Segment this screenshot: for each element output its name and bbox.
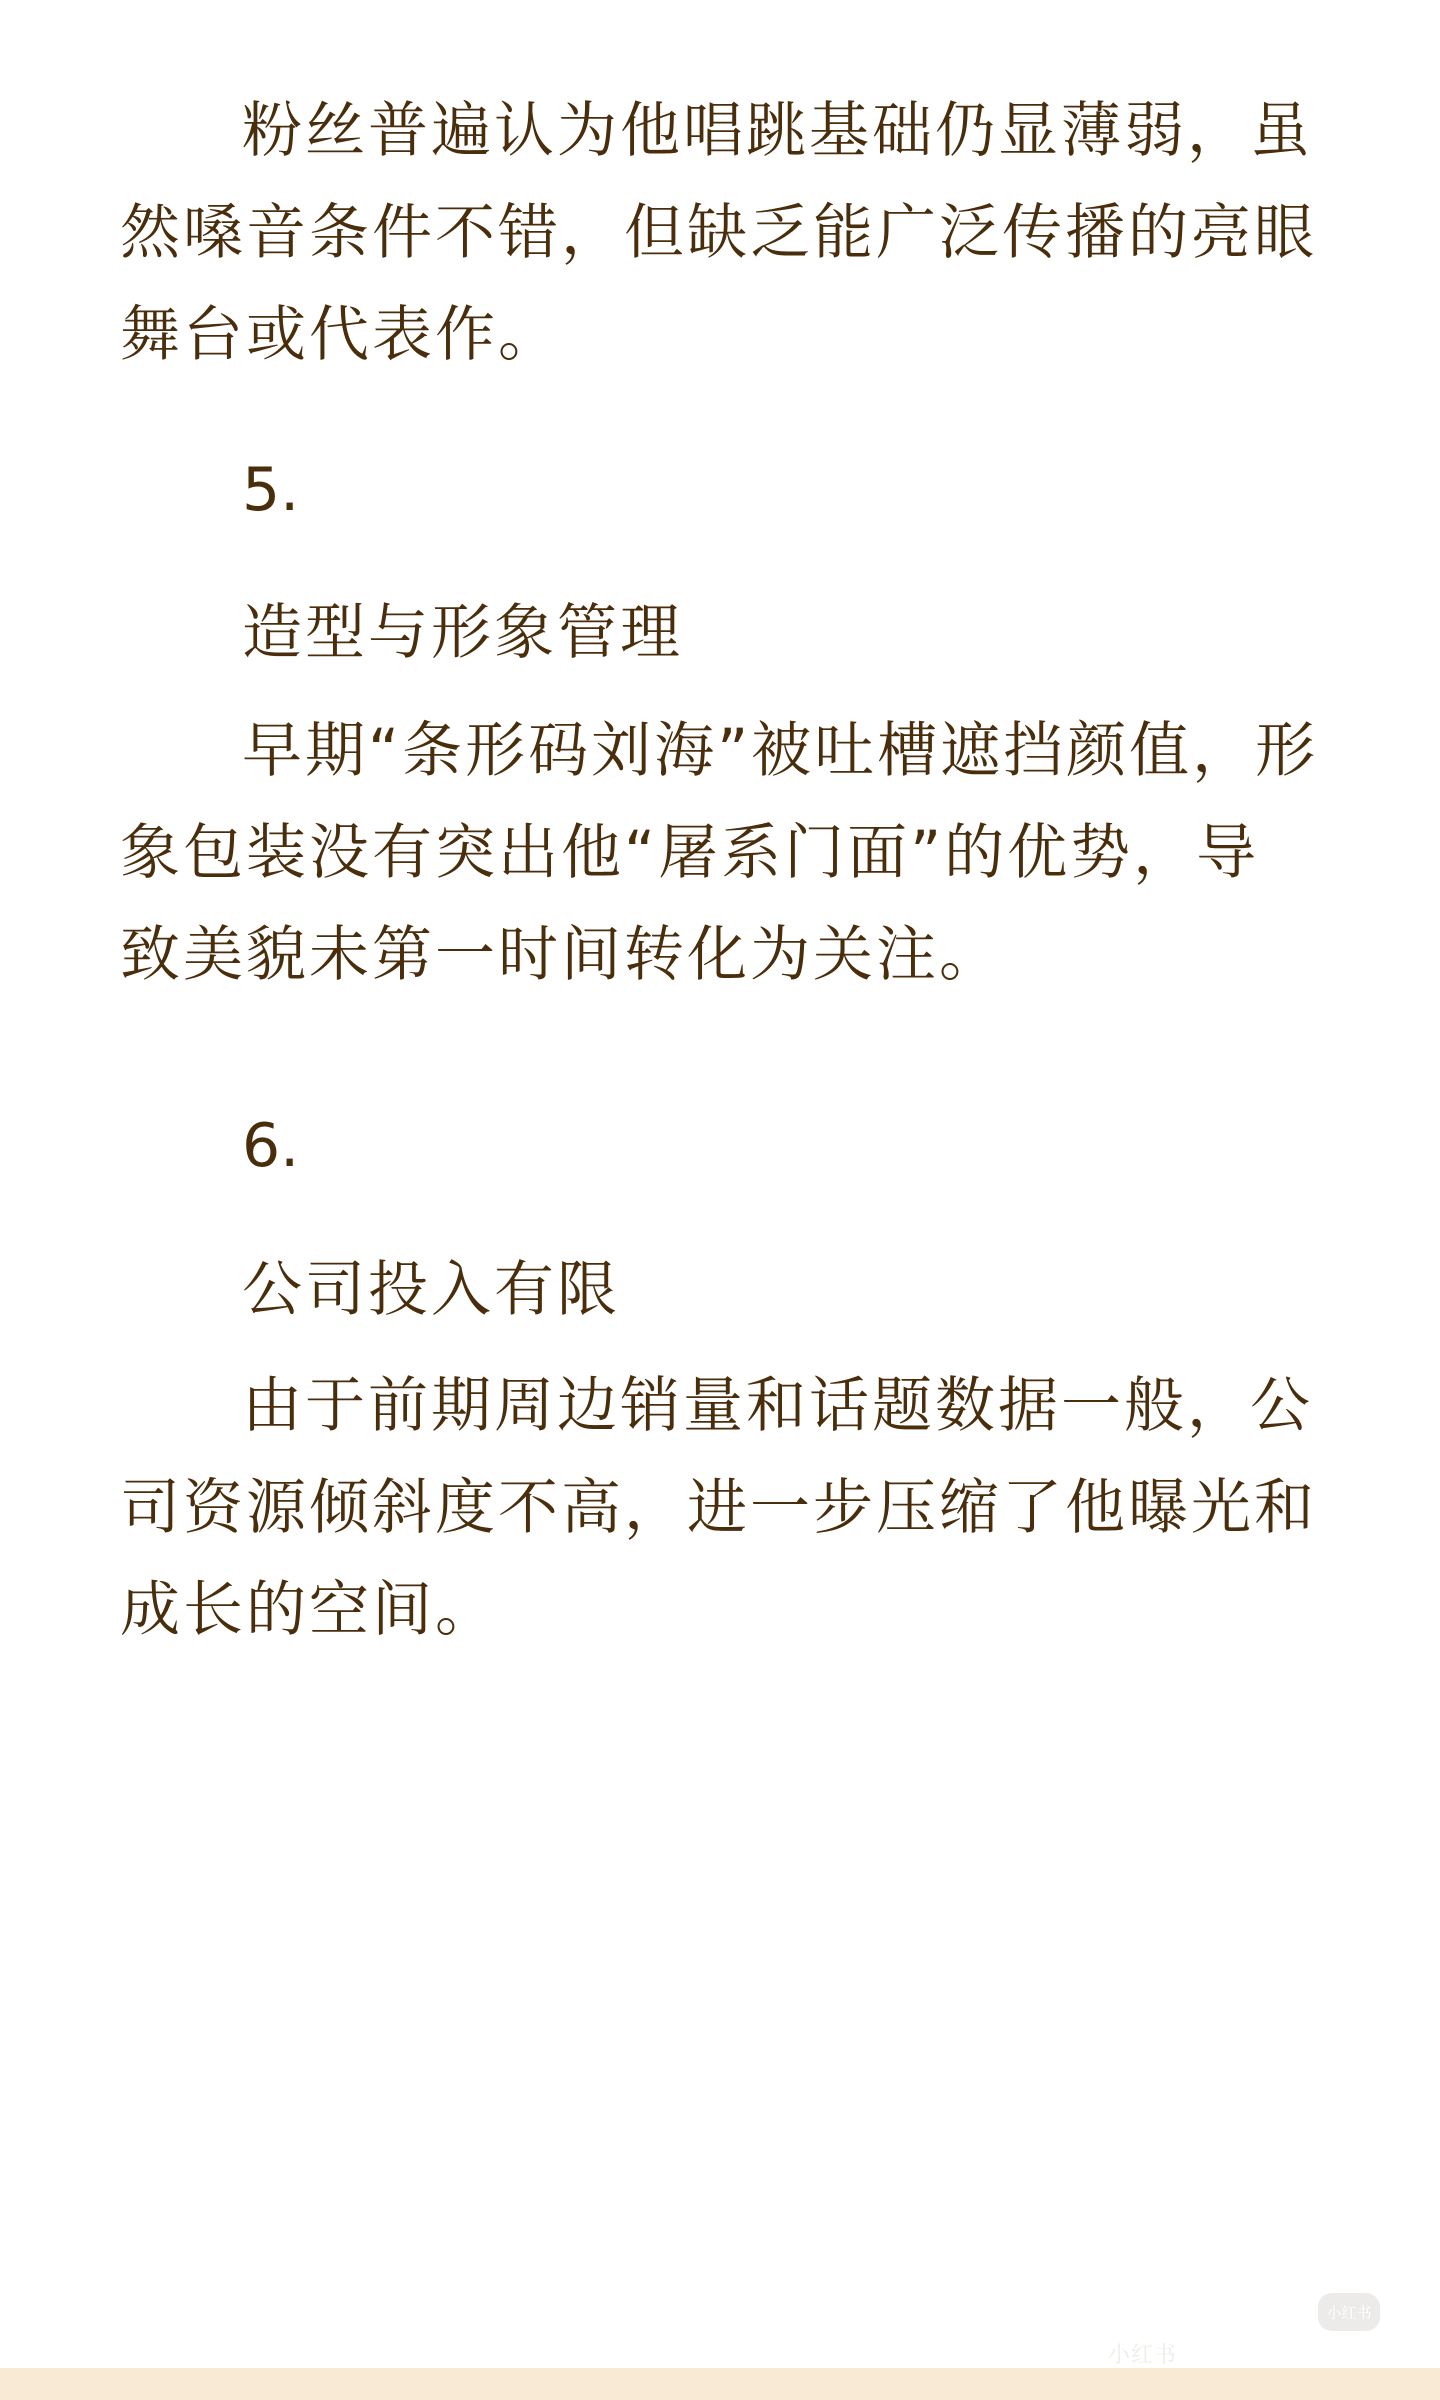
watermark-text: 小红书 — [1108, 2343, 1178, 2368]
heading-styling-image: 造型与形象管理 — [242, 598, 683, 668]
bottom-band — [0, 2368, 1440, 2400]
item-number-6: 6. — [242, 1111, 300, 1181]
item-number-5: 5. — [242, 455, 300, 525]
watermark-logo-icon: 小红书 — [1318, 2293, 1380, 2331]
paragraph-styling: 早期“条形码刘海”被吐槽遮挡颜值，形象包装没有突出他“屠系门面”的优势，导致美貌未第一时间转化为关注。 — [120, 716, 1319, 990]
paragraph-company-resources: 由于前期周边销量和话题数据一般，公司资源倾斜度不高，进一步压缩了他曝光和成长的空间。 — [120, 1371, 1317, 1645]
paragraph-vocal-dance: 粉丝普遍认为他唱跳基础仍显薄弱，虽然嗓音条件不错，但缺乏能广泛传播的亮眼舞台或代表作。 — [120, 96, 1317, 370]
heading-company-investment: 公司投入有限 — [242, 1255, 620, 1325]
